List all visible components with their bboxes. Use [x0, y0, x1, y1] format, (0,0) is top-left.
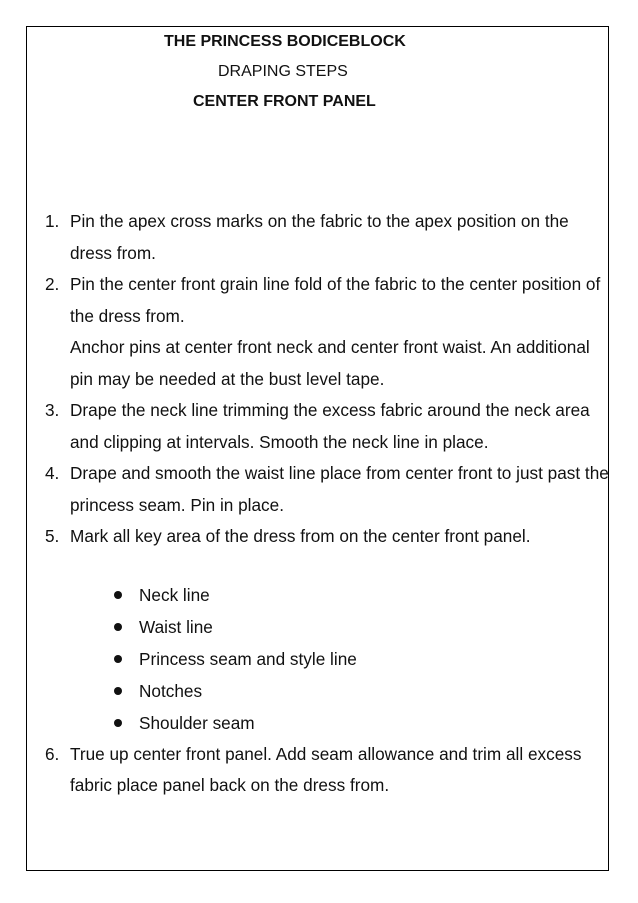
step-text: Drape and smooth the waist line place from center front to just past the princess seam. Pin in place. [70, 463, 609, 515]
document-subtitle: DRAPING STEPS [218, 63, 348, 80]
step-number: 4. [45, 463, 60, 483]
list-item [114, 643, 611, 675]
section-heading: CENTER FRONT PANEL [193, 93, 376, 110]
step-3 [45, 395, 611, 458]
key-areas-list [70, 579, 611, 739]
list-item-label: Neck line [139, 584, 210, 605]
bullet-icon [114, 687, 122, 695]
bullet-icon [114, 623, 122, 631]
list-item-label: Waist line [139, 616, 213, 637]
step-text: Pin the center front grain line fold of the fabric to the center position of the dress from. [70, 274, 601, 326]
step-number: 3. [45, 400, 60, 420]
step-4 [45, 458, 611, 521]
list-item [114, 675, 611, 707]
step-note: Anchor pins at center front neck and center front waist. An additional pin may be needed at the bust level tape. [70, 337, 590, 389]
step-5 [45, 521, 611, 739]
document-title: THE PRINCESS BODICEBLOCK [164, 33, 406, 50]
step-1 [45, 206, 611, 269]
list-item-label: Shoulder seam [139, 712, 255, 733]
list-item [114, 611, 611, 643]
draping-steps-list [45, 206, 611, 802]
step-text: True up center front panel. Add seam allowance and trim all excess fabric place panel back on the dress from. [70, 743, 582, 795]
step-number: 2. [45, 274, 60, 294]
step-number: 1. [45, 211, 60, 231]
list-item [114, 707, 611, 739]
step-6 [45, 739, 611, 802]
step-number: 6. [45, 743, 60, 764]
step-2 [45, 269, 611, 395]
list-item [114, 579, 611, 611]
step-text: Pin the apex cross marks on the fabric to the apex position on the dress from. [70, 211, 569, 263]
bullet-icon [114, 719, 122, 727]
bullet-icon [114, 655, 122, 663]
list-item-label: Princess seam and style line [139, 648, 357, 669]
step-text: Mark all key area of the dress from on the center front panel. [70, 526, 531, 546]
step-number: 5. [45, 526, 60, 546]
step-text: Drape the neck line trimming the excess fabric around the neck area and clipping at intervals. Smooth the neck line in place. [70, 400, 590, 452]
list-item-label: Notches [139, 680, 203, 701]
bullet-icon [114, 591, 122, 599]
